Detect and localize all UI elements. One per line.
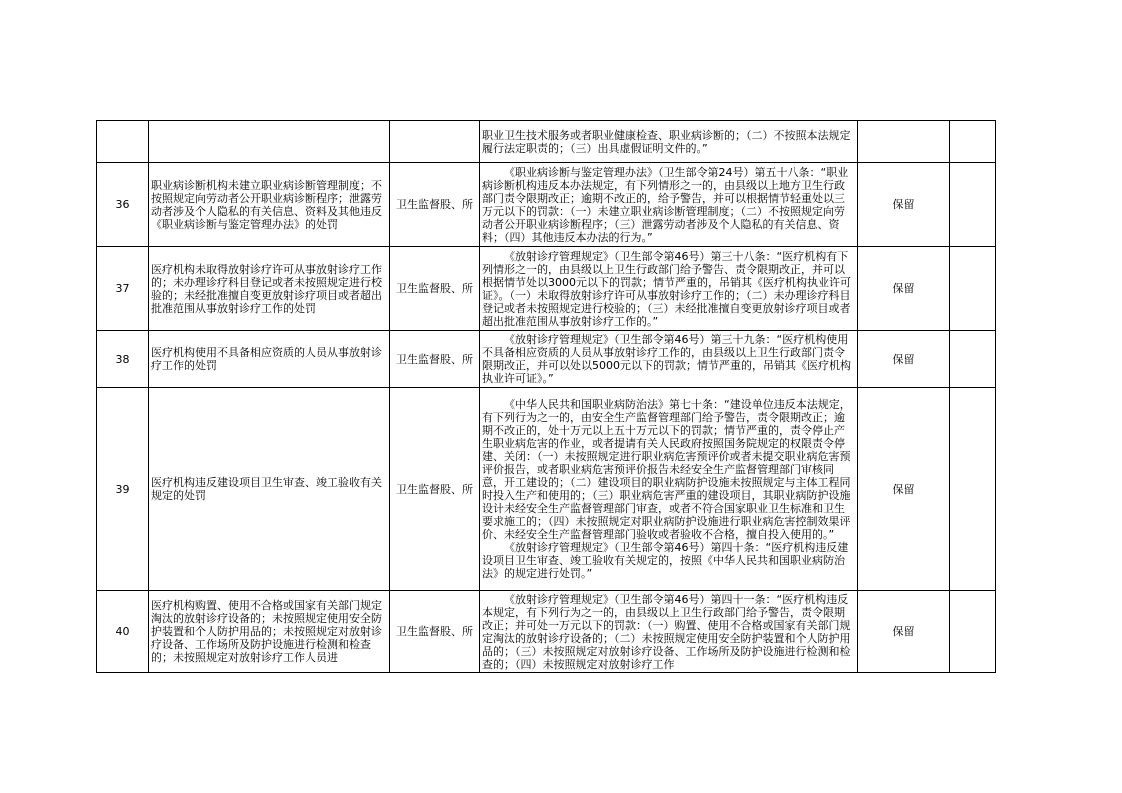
- table-row: [97, 331, 996, 388]
- responsible-department: 卫生监督股、所: [390, 163, 480, 247]
- status-cell: 保留: [858, 591, 950, 673]
- responsible-department: [390, 121, 480, 163]
- status-cell: 保留: [858, 247, 950, 331]
- item-number: 39: [97, 388, 149, 591]
- remarks-cell: [950, 163, 996, 247]
- table-row: [97, 163, 996, 247]
- legal-basis: [480, 163, 858, 247]
- item-name: 医疗机构未取得放射诊疗许可从事放射诊疗工作的；未办理诊疗科目登记或者未按照规定进行校验的；未经批准擅自变更放射诊疗项目或者超出批准范围从事放射诊疗工作的处罚: [149, 247, 390, 331]
- table-row: [97, 247, 996, 331]
- status-cell: 保留: [858, 331, 950, 388]
- table-row: [97, 591, 996, 673]
- responsible-department: 卫生监督股、所: [390, 247, 480, 331]
- item-number: 37: [97, 247, 149, 331]
- legal-basis-paragraph: 《放射诊疗管理规定》（卫生部令第46号）第四十条：“医疗机构违反建设项目卫生审查、竣工验收有关规定的，按照《中华人民共和国职业病防治法》的规定进行处罚。”: [482, 541, 849, 580]
- status-cell: [858, 121, 950, 163]
- item-name: [149, 121, 390, 163]
- legal-basis-paragraph: 《中华人民共和国职业病防治法》第七十条：“建设单位违反本法规定，有下列行为之一的，由安全生产监督管理部门给予警告，责令限期改正；逾期不改正的，处十万元以上五十万元以下的罚款；情节严重的，责令停止产生职业病危害的作业，或者提请有关人民政府按照国务院规定的权限责令停建、关闭：（一）未按照规定进行职业病危害预评价或者未提交职业病危害预评价报告，或者职业病危害预评价报告未经安全生产监督管理部门审核同意，开工建设的；（二）建设项目的职业病防护设施未按照规定与主体工程同时投入生产和使用的；（三）职业病危害严重的建设项目，其职业病防护设施设计未经安全生产监督管理部门审查，或者不符合国家职业卫生标准和卫生要求施工的；（四）未按照规定对职业病防护设施进行职业病危害控制效果评价、未经安全生产监督管理部门验收或者验收不合格，擅自投入使用的。”: [482, 398, 851, 541]
- remarks-cell: [950, 247, 996, 331]
- status-cell: 保留: [858, 388, 950, 591]
- legal-basis: [480, 121, 858, 163]
- legal-basis: [480, 331, 858, 388]
- legal-basis: [480, 388, 858, 591]
- item-name: 医疗机构使用不具备相应资质的人员从事放射诊疗工作的处罚: [149, 331, 390, 388]
- item-name: 医疗机构违反建设项目卫生审查、竣工验收有关规定的处罚: [149, 388, 390, 591]
- responsible-department: 卫生监督股、所: [390, 331, 480, 388]
- responsible-department: 卫生监督股、所: [390, 388, 480, 591]
- item-number: 40: [97, 591, 149, 673]
- legal-basis-paragraph: 《职业病诊断与鉴定管理办法》（卫生部令第24号）第五十八条：“职业病诊断机构违反本办法规定，有下列情形之一的，由县级以上地方卫生行政部门责令限期改正；逾期不改正的，给予警告，并可以根据情节轻重处以三万元以下的罚款：（一）未建立职业病诊断管理制度；（二）不按照规定向劳动者公开职业病诊断程序；（三）泄露劳动者涉及个人隐私的有关信息、资料；（四）其他违反本办法的行为。”: [482, 165, 849, 244]
- legal-basis: [480, 591, 858, 673]
- item-number: [97, 121, 149, 163]
- legal-basis-paragraph: 《放射诊疗管理规定》（卫生部令第46号）第三十九条：“医疗机构使用不具备相应资质的人员从事放射诊疗工作的，由县级以上卫生行政部门责令限期改正，并可以处以5000元以下的罚款；情节严重的，吊销其《医疗机构执业许可证》。”: [482, 333, 851, 385]
- status-cell: 保留: [858, 163, 950, 247]
- remarks-cell: [950, 591, 996, 673]
- legal-basis-paragraph: 职业卫生技术服务或者职业健康检查、职业病诊断的；（二）不按照本法规定履行法定职责的；（三）出具虚假证明文件的。”: [482, 128, 851, 155]
- table-row: [97, 121, 996, 163]
- legal-basis-paragraph: 《放射诊疗管理规定》（卫生部令第46号）第四十一条：“医疗机构违反本规定，有下列行为之一的，由县级以上卫生行政部门给予警告，责令限期改正；并可处一万元以下的罚款：（一）购置、使用不合格或国家有关部门规定淘汰的放射诊疗设备的；（二）未按照规定使用安全防护装置和个人防护用品的；（三）未按照规定对放射诊疗设备、工作场所及防护设施进行检测和检查的；（四）未按照规定对放射诊疗工作: [482, 592, 851, 671]
- remarks-cell: [950, 331, 996, 388]
- remarks-cell: [950, 121, 996, 163]
- item-name: 医疗机构购置、使用不合格或国家有关部门规定淘汰的放射诊疗设备的；未按照规定使用安全防护装置和个人防护用品的；未按照规定对放射诊疗设备、工作场所及防护设施进行检测和检查的；未按照规定对放射诊疗工作人员进: [149, 591, 390, 673]
- item-number: 36: [97, 163, 149, 247]
- responsible-department: 卫生监督股、所: [390, 591, 480, 673]
- remarks-cell: [950, 388, 996, 591]
- legal-basis: [480, 247, 858, 331]
- item-number: 38: [97, 331, 149, 388]
- table-row: [97, 388, 996, 591]
- penalty-items-table: [96, 120, 996, 673]
- legal-basis-paragraph: 《放射诊疗管理规定》（卫生部令第46号）第三十八条：“医疗机构有下列情形之一的，由县级以上卫生行政部门给予警告、责令限期改正，并可以根据情节处以3000元以下的罚款；情节严重的，吊销其《医疗机构执业许可证》。（一）未取得放射诊疗许可从事放射诊疗工作的；（二）未办理诊疗科目登记或者未按照规定进行校验的；（三）未经批准擅自变更放射诊疗项目或者超出批准范围从事放射诊疗工作的。”: [482, 249, 851, 328]
- item-name: 职业病诊断机构未建立职业病诊断管理制度；不按照规定向劳动者公开职业病诊断程序；泄露劳动者涉及个人隐私的有关信息、资料及其他违反《职业病诊断与鉴定管理办法》的处罚: [149, 163, 390, 247]
